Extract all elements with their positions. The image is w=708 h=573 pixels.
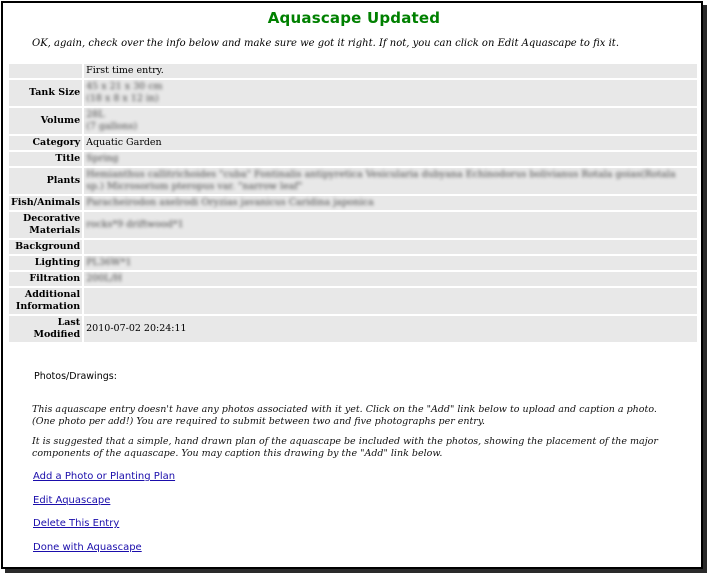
table-row [8, 63, 698, 79]
title-value [83, 151, 698, 167]
title-text: Spring [86, 153, 119, 164]
lighting-label: Lighting [8, 255, 83, 271]
intro-text: OK, again, check over the info below and make sure we got it right. If not, you can click on Edit Aquascape to fix it. [32, 38, 619, 49]
tank-size-value [83, 79, 698, 107]
table-row [8, 195, 698, 211]
fish-label: Fish/Animals [8, 195, 83, 211]
table-row [8, 135, 698, 151]
filtration-label: Filtration [8, 271, 83, 287]
background-value [83, 239, 698, 255]
additional-label: Additional Information [8, 287, 83, 315]
category-value: Aquatic Garden [83, 135, 698, 151]
tank-size-imperial: (18 x 8 x 12 in) [86, 93, 159, 104]
fish-text: Paracheirodon axelrodi Oryzias javanicus Caridina japonica [86, 197, 374, 208]
volume-value [83, 107, 698, 135]
table-row [8, 151, 698, 167]
fish-value [83, 195, 698, 211]
modified-label: Last Modified [8, 315, 83, 343]
no-photos-note: This aquascape entry doesn't have any photos associated with it yet. Click on the "Add" link below to upload and caption a photo. (One photo per add!) You are required to submit between two and five photographs per entry. [32, 404, 657, 427]
modified-value: 2010-07-02 20:24:11 [83, 315, 698, 343]
table-row [8, 107, 698, 135]
decor-value [83, 211, 698, 239]
plants-text: Hemianthus callitrichoides "cuba" Fontinalis antipyretica Vesicularia dubyana Echinodorus bolivianus Rotala goias(Rotala sp.) Microsorium pteropus var. "narrow leaf" [86, 169, 676, 192]
table-row [8, 255, 698, 271]
additional-value [83, 287, 698, 315]
delete-entry-link[interactable]: Delete This Entry [33, 518, 120, 529]
volume-liters: 28L [86, 109, 105, 120]
photos-heading: Photos/Drawings: [34, 371, 117, 382]
first-entry-value: First time entry. [83, 63, 698, 79]
table-row [8, 79, 698, 107]
table-row [8, 167, 698, 195]
table-row [8, 211, 698, 239]
edit-aquascape-link[interactable]: Edit Aquascape [33, 495, 111, 506]
decor-label: Decorative Materials [8, 211, 83, 239]
add-photo-link[interactable]: Add a Photo or Planting Plan [33, 471, 176, 482]
page-title: Aquascape Updated [267, 9, 441, 27]
lighting-text: PL36W*1 [86, 257, 132, 268]
table-row [8, 315, 698, 343]
filtration-value [83, 271, 698, 287]
decor-text: rocks*9 driftwood*1 [86, 219, 184, 230]
done-aquascape-link[interactable]: Done with Aquascape [33, 542, 142, 553]
table-row [8, 239, 698, 255]
volume-label: Volume [8, 107, 83, 135]
category-label: Category [8, 135, 83, 151]
table-row [8, 287, 698, 315]
table-row [8, 271, 698, 287]
background-label: Background [8, 239, 83, 255]
aquascape-info-table [7, 62, 699, 344]
drawing-suggestion-note: It is suggested that a simple, hand drawn plan of the aquascape be included with the photos, showing the placement of the major components of the aquascape. You may caption this drawing by the "Add" link below. [32, 436, 658, 459]
row-label [8, 63, 83, 79]
volume-gallons: (7 gallons) [86, 121, 138, 132]
plants-value [83, 167, 698, 195]
lighting-value [83, 255, 698, 271]
tank-size-label: Tank Size [8, 79, 83, 107]
plants-label: Plants [8, 167, 83, 195]
title-label: Title [8, 151, 83, 167]
filtration-text: 200L/H [86, 273, 123, 284]
tank-size-metric: 45 x 21 x 30 cm [86, 81, 163, 92]
